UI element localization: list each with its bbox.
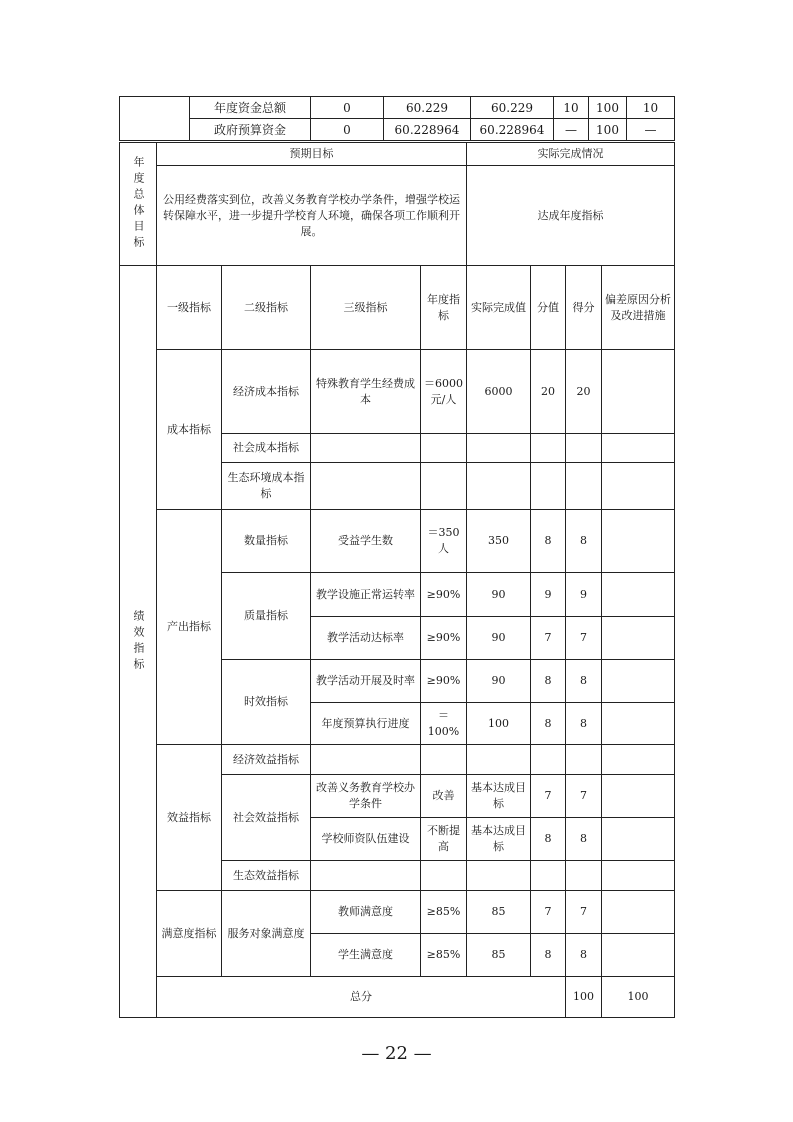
- level3-cell: 特殊教育学生经费成本: [311, 350, 421, 434]
- target-cell: 不断提高: [421, 818, 467, 861]
- actual-cell: [467, 434, 531, 463]
- budget-adjusted: 60.229: [384, 97, 471, 119]
- reason-cell: [602, 775, 675, 818]
- target-cell: ≥85%: [421, 891, 467, 934]
- target-cell: ≥90%: [421, 617, 467, 660]
- actual-cell: 85: [467, 934, 531, 977]
- actual-cell: 85: [467, 891, 531, 934]
- reason-cell: [602, 463, 675, 510]
- budget-weight: 10: [554, 97, 589, 119]
- level3-cell: [311, 463, 421, 510]
- actual-cell: [467, 745, 531, 775]
- total-weight: 100: [566, 977, 602, 1018]
- target-cell: ＝6000元/人: [421, 350, 467, 434]
- reason-cell: [602, 818, 675, 861]
- level1-cell: 产出指标: [157, 510, 222, 745]
- actual-cell: 100: [467, 703, 531, 745]
- reason-cell: [602, 434, 675, 463]
- actual-cell: 90: [467, 660, 531, 703]
- target-cell: ≥85%: [421, 934, 467, 977]
- reason-cell: [602, 617, 675, 660]
- budget-row-government: [120, 119, 675, 141]
- weight-cell: 8: [531, 703, 566, 745]
- header-weight: 分值: [531, 266, 566, 350]
- weight-cell: [531, 745, 566, 775]
- header-reason: 偏差原因分析及改进措施: [602, 266, 675, 350]
- weight-cell: 7: [531, 617, 566, 660]
- score-cell: 8: [566, 510, 602, 573]
- budget-adjusted: 60.228964: [384, 119, 471, 141]
- score-cell: [566, 463, 602, 510]
- weight-cell: 8: [531, 660, 566, 703]
- actual-cell: 90: [467, 617, 531, 660]
- table-row: [120, 745, 675, 775]
- level2-cell: 时效指标: [222, 660, 311, 745]
- header-level1: 一级指标: [157, 266, 222, 350]
- score-cell: 9: [566, 573, 602, 617]
- budget-rate: 100: [589, 119, 627, 141]
- header-level2: 二级指标: [222, 266, 311, 350]
- reason-cell: [602, 934, 675, 977]
- expected-goal-header: 预期目标: [157, 143, 467, 166]
- reason-cell: [602, 573, 675, 617]
- score-cell: 8: [566, 703, 602, 745]
- goal-content-row: [120, 166, 675, 266]
- weight-cell: 9: [531, 573, 566, 617]
- perf-header-row: [120, 266, 675, 350]
- score-cell: 7: [566, 891, 602, 934]
- target-cell: ＝100%: [421, 703, 467, 745]
- weight-cell: [531, 861, 566, 891]
- weight-cell: 20: [531, 350, 566, 434]
- score-cell: 8: [566, 660, 602, 703]
- total-row: [120, 977, 675, 1018]
- total-score: 100: [602, 977, 675, 1018]
- level2-cell: 生态效益指标: [222, 861, 311, 891]
- target-cell: [421, 745, 467, 775]
- table-row: [120, 891, 675, 934]
- target-cell: ≥90%: [421, 660, 467, 703]
- target-cell: [421, 861, 467, 891]
- perf-side-label: 绩效指标: [120, 266, 157, 1018]
- score-cell: 8: [566, 818, 602, 861]
- reason-cell: [602, 703, 675, 745]
- score-cell: 7: [566, 775, 602, 818]
- actual-cell: 90: [467, 573, 531, 617]
- page-number: — 22 —: [361, 1043, 432, 1064]
- budget-weight: —: [554, 119, 589, 141]
- reason-cell: [602, 510, 675, 573]
- level2-cell: 经济效益指标: [222, 745, 311, 775]
- actual-cell: 基本达成目标: [467, 775, 531, 818]
- level3-cell: [311, 434, 421, 463]
- level3-cell: 年度预算执行进度: [311, 703, 421, 745]
- budget-plan: 0: [311, 119, 384, 141]
- total-label: 总分: [157, 977, 566, 1018]
- budget-actual: 60.228964: [471, 119, 554, 141]
- weight-cell: 7: [531, 775, 566, 818]
- budget-table: [119, 96, 675, 141]
- actual-cell: [467, 463, 531, 510]
- weight-cell: 7: [531, 891, 566, 934]
- budget-blank-cell: [120, 97, 190, 141]
- level3-cell: 教学设施正常运转率: [311, 573, 421, 617]
- reason-cell: [602, 891, 675, 934]
- budget-score: 10: [627, 97, 675, 119]
- target-cell: 改善: [421, 775, 467, 818]
- budget-label: 政府预算资金: [190, 119, 311, 141]
- level3-cell: 受益学生数: [311, 510, 421, 573]
- weight-cell: 8: [531, 818, 566, 861]
- target-cell: ＝350人: [421, 510, 467, 573]
- actual-cell: 6000: [467, 350, 531, 434]
- header-score: 得分: [566, 266, 602, 350]
- target-cell: [421, 463, 467, 510]
- level3-cell: [311, 861, 421, 891]
- reason-cell: [602, 861, 675, 891]
- score-cell: 7: [566, 617, 602, 660]
- expected-goal-text: 公用经费落实到位，改善义务教育学校办学条件，增强学校运转保障水平，进一步提升学校育人环境，确保各项工作顺利开展。: [157, 166, 467, 266]
- header-actual: 实际完成值: [467, 266, 531, 350]
- level2-cell: 社会效益指标: [222, 775, 311, 861]
- target-cell: [421, 434, 467, 463]
- reason-cell: [602, 745, 675, 775]
- score-cell: [566, 861, 602, 891]
- level3-cell: 学校师资队伍建设: [311, 818, 421, 861]
- level2-cell: 数量指标: [222, 510, 311, 573]
- table-row: [120, 510, 675, 573]
- actual-cell: [467, 861, 531, 891]
- level3-cell: 教学活动达标率: [311, 617, 421, 660]
- level2-cell: 经济成本指标: [222, 350, 311, 434]
- level2-cell: 社会成本指标: [222, 434, 311, 463]
- actual-cell: 基本达成目标: [467, 818, 531, 861]
- target-cell: ≥90%: [421, 573, 467, 617]
- level2-cell: 服务对象满意度: [222, 891, 311, 977]
- weight-cell: [531, 434, 566, 463]
- goal-side-label: 年度总体目标: [120, 143, 157, 266]
- budget-rate: 100: [589, 97, 627, 119]
- level2-cell: 生态环境成本指标: [222, 463, 311, 510]
- goal-header-row: [120, 143, 675, 166]
- level1-cell: 成本指标: [157, 350, 222, 510]
- header-target: 年度指标: [421, 266, 467, 350]
- actual-completion-text: 达成年度指标: [467, 166, 675, 266]
- level1-cell: 效益指标: [157, 745, 222, 891]
- level2-cell: 质量指标: [222, 573, 311, 660]
- budget-score: —: [627, 119, 675, 141]
- weight-cell: [531, 463, 566, 510]
- level3-cell: [311, 745, 421, 775]
- score-cell: 8: [566, 934, 602, 977]
- budget-plan: 0: [311, 97, 384, 119]
- budget-row-total: [120, 97, 675, 119]
- budget-actual: 60.229: [471, 97, 554, 119]
- performance-table: [119, 142, 675, 1018]
- level3-cell: 改善义务教育学校办学条件: [311, 775, 421, 818]
- weight-cell: 8: [531, 510, 566, 573]
- score-cell: [566, 434, 602, 463]
- actual-cell: 350: [467, 510, 531, 573]
- table-row: [120, 350, 675, 434]
- level3-cell: 教师满意度: [311, 891, 421, 934]
- level3-cell: 学生满意度: [311, 934, 421, 977]
- score-cell: 20: [566, 350, 602, 434]
- weight-cell: 8: [531, 934, 566, 977]
- level3-cell: 教学活动开展及时率: [311, 660, 421, 703]
- budget-label: 年度资金总额: [190, 97, 311, 119]
- actual-completion-header: 实际完成情况: [467, 143, 675, 166]
- reason-cell: [602, 660, 675, 703]
- level1-cell: 满意度指标: [157, 891, 222, 977]
- reason-cell: [602, 350, 675, 434]
- header-level3: 三级指标: [311, 266, 421, 350]
- score-cell: [566, 745, 602, 775]
